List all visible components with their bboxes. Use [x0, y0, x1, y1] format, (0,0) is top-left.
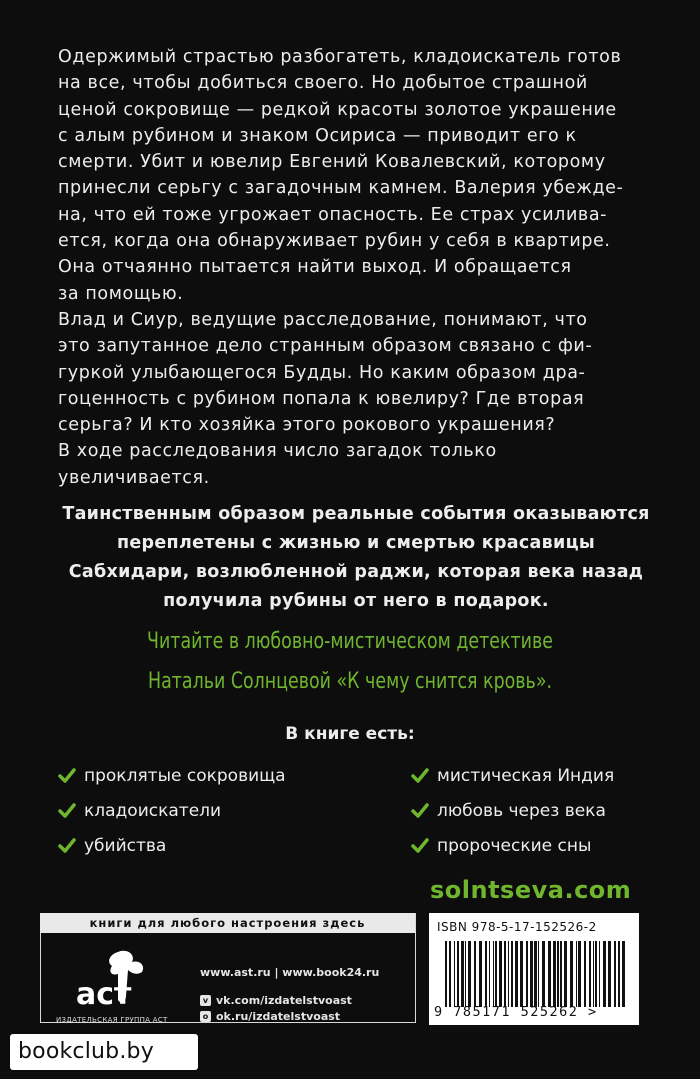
barcode-bar [618, 941, 620, 1007]
logo-text: аст [76, 977, 132, 1012]
barcode-bar [560, 941, 562, 1007]
description-line: принесли серьгу с загадочным камнем. Валерия убежде- [58, 178, 624, 199]
feature-item [411, 836, 591, 856]
highlight-line: переплетены с жизнью и смертью красавицы [117, 533, 595, 553]
vk-icon: v [200, 995, 211, 1006]
check-icon [411, 768, 429, 784]
feature-label: мистическая Индия [437, 766, 615, 786]
barcode-bar [495, 941, 497, 1007]
barcode-bar [548, 941, 551, 1007]
promo-text [42, 622, 658, 702]
description-line: ется, когда она обнаруживает рубин у себя в квартире. [58, 231, 611, 252]
barcode-bar [508, 941, 509, 1007]
description-line: увеличивается. [58, 467, 210, 488]
description-line: В ходе расследования число загадок только [58, 441, 497, 462]
barcode-bar [589, 941, 591, 1007]
barcode-bar [593, 941, 594, 1007]
barcode-bar [465, 941, 466, 1007]
barcode-bar [584, 941, 586, 1007]
feature-item [411, 766, 614, 786]
barcode-bar [557, 941, 559, 1007]
feature-item [58, 801, 221, 821]
barcode-bar [485, 941, 487, 1007]
feature-item [58, 766, 286, 786]
feature-label: проклятые сокровища [84, 766, 286, 786]
feature-label: убийства [84, 836, 167, 856]
barcode-bar [530, 941, 533, 1007]
barcode-bar [538, 941, 539, 1007]
barcode-bar [454, 941, 455, 1007]
barcode-bar [461, 941, 464, 1007]
check-icon [58, 838, 76, 854]
highlight-line: получила рубины от него в подарок. [163, 591, 549, 611]
barcode-bar [599, 941, 600, 1007]
publisher-sites[interactable]: www.ast.ru | www.book24.ru [200, 966, 380, 979]
watermark: bookclub.by [10, 1034, 198, 1070]
feature-label: любовь через века [437, 801, 606, 821]
barcode-bar [534, 941, 537, 1007]
barcode-bar [499, 941, 502, 1007]
vk-link[interactable] [200, 994, 352, 1007]
feature-label: пророческие сны [437, 836, 592, 856]
barcode-bar [520, 941, 523, 1007]
check-icon [58, 803, 76, 819]
barcode-bar [489, 941, 490, 1007]
barcode-bar [570, 941, 573, 1007]
ok-label: ok.ru/izdatelstvoast [216, 1010, 341, 1023]
feature-item [58, 836, 166, 856]
ok-link[interactable] [200, 1010, 340, 1023]
barcode-bar [449, 941, 451, 1007]
barcode-bar [622, 941, 625, 1007]
promo-line-1: Читайте в любовно-мистическом детективе [147, 629, 553, 654]
barcode-bar [457, 941, 459, 1007]
barcode-bar [614, 941, 616, 1007]
ok-icon: o [200, 1011, 211, 1022]
barcode-bar [542, 941, 545, 1007]
barcode-bar [504, 941, 506, 1007]
description-line: Одержимый страстью разбогатеть, кладоискатель готов [58, 47, 622, 67]
description-line: Влад и Сиур, ведущие расследование, понимают, что [58, 309, 588, 330]
isbn-label: ISBN 978-5-17-152526-2 [437, 920, 597, 934]
barcode-bar [511, 941, 513, 1007]
barcode-bar [578, 941, 581, 1007]
description-line: на все, чтобы добиться своего. Но добытое страшной [58, 73, 588, 94]
publisher-strip: книги для любого настроения здесь [40, 913, 415, 933]
vk-label: vk.com/izdatelstvoast [216, 994, 352, 1007]
feature-item [411, 801, 606, 821]
barcode-bar [479, 941, 482, 1007]
check-icon [411, 803, 429, 819]
barcode-digits: 9 785171 525262 > [434, 1004, 598, 1020]
highlight-paragraph [56, 500, 656, 616]
feature-label: кладоискатели [84, 801, 222, 821]
description-line: на, что ей тоже угрожает опасность. Ее страх усилива- [58, 204, 608, 225]
features-title: В книге есть: [285, 724, 415, 744]
description-line: с алым рубином и знаком Осириса — приводит его к [58, 125, 577, 146]
description-line: гуркой улыбающегося Будды. Но каким образом дра- [58, 362, 586, 383]
barcode-bar [468, 941, 471, 1007]
barcode-bar [603, 941, 606, 1007]
barcode-bar [553, 941, 556, 1007]
barcode-bar [474, 941, 476, 1007]
description-line: ценой сокровище — редкой красоты золотое украшение [58, 99, 617, 120]
ast-logo [66, 946, 166, 1016]
description-line: смерти. Убит и ювелир Евгений Ковалевский, которому [58, 152, 606, 173]
barcode-bar [515, 941, 518, 1007]
highlight-line: Таинственным образом реальные события оказываются [62, 504, 650, 524]
description-line: гоценность с рубином попала к ювелиру? Где вторая [58, 388, 585, 409]
barcode-bar [595, 941, 597, 1007]
description-line: Она отчаянно пытается найти выход. И обращается [58, 257, 572, 278]
website-link[interactable]: solntseva.com [430, 876, 632, 904]
barcode-bar [576, 941, 577, 1007]
publisher-name: ИЗДАТЕЛЬСКАЯ ГРУППА АСТ [56, 1016, 168, 1024]
description-line: за помощью. [58, 283, 184, 304]
barcode-bar [608, 941, 611, 1007]
description-line: серьга? И кто хозяйка этого рокового украшения? [58, 415, 556, 436]
barcode-bar [493, 941, 494, 1007]
highlight-line: Сабхидари, возлюбленной раджи, которая века назад [68, 562, 644, 582]
barcode-bar [445, 941, 447, 1007]
check-icon [58, 768, 76, 784]
promo-line-2: Натальи Солнцевой «К чему снится кровь». [147, 669, 553, 694]
description-text [58, 44, 658, 491]
description-line: это запутанное дело странным образом связано с фи- [58, 336, 593, 357]
check-icon [411, 838, 429, 854]
barcode-bar [564, 941, 567, 1007]
barcode-bar [526, 941, 528, 1007]
